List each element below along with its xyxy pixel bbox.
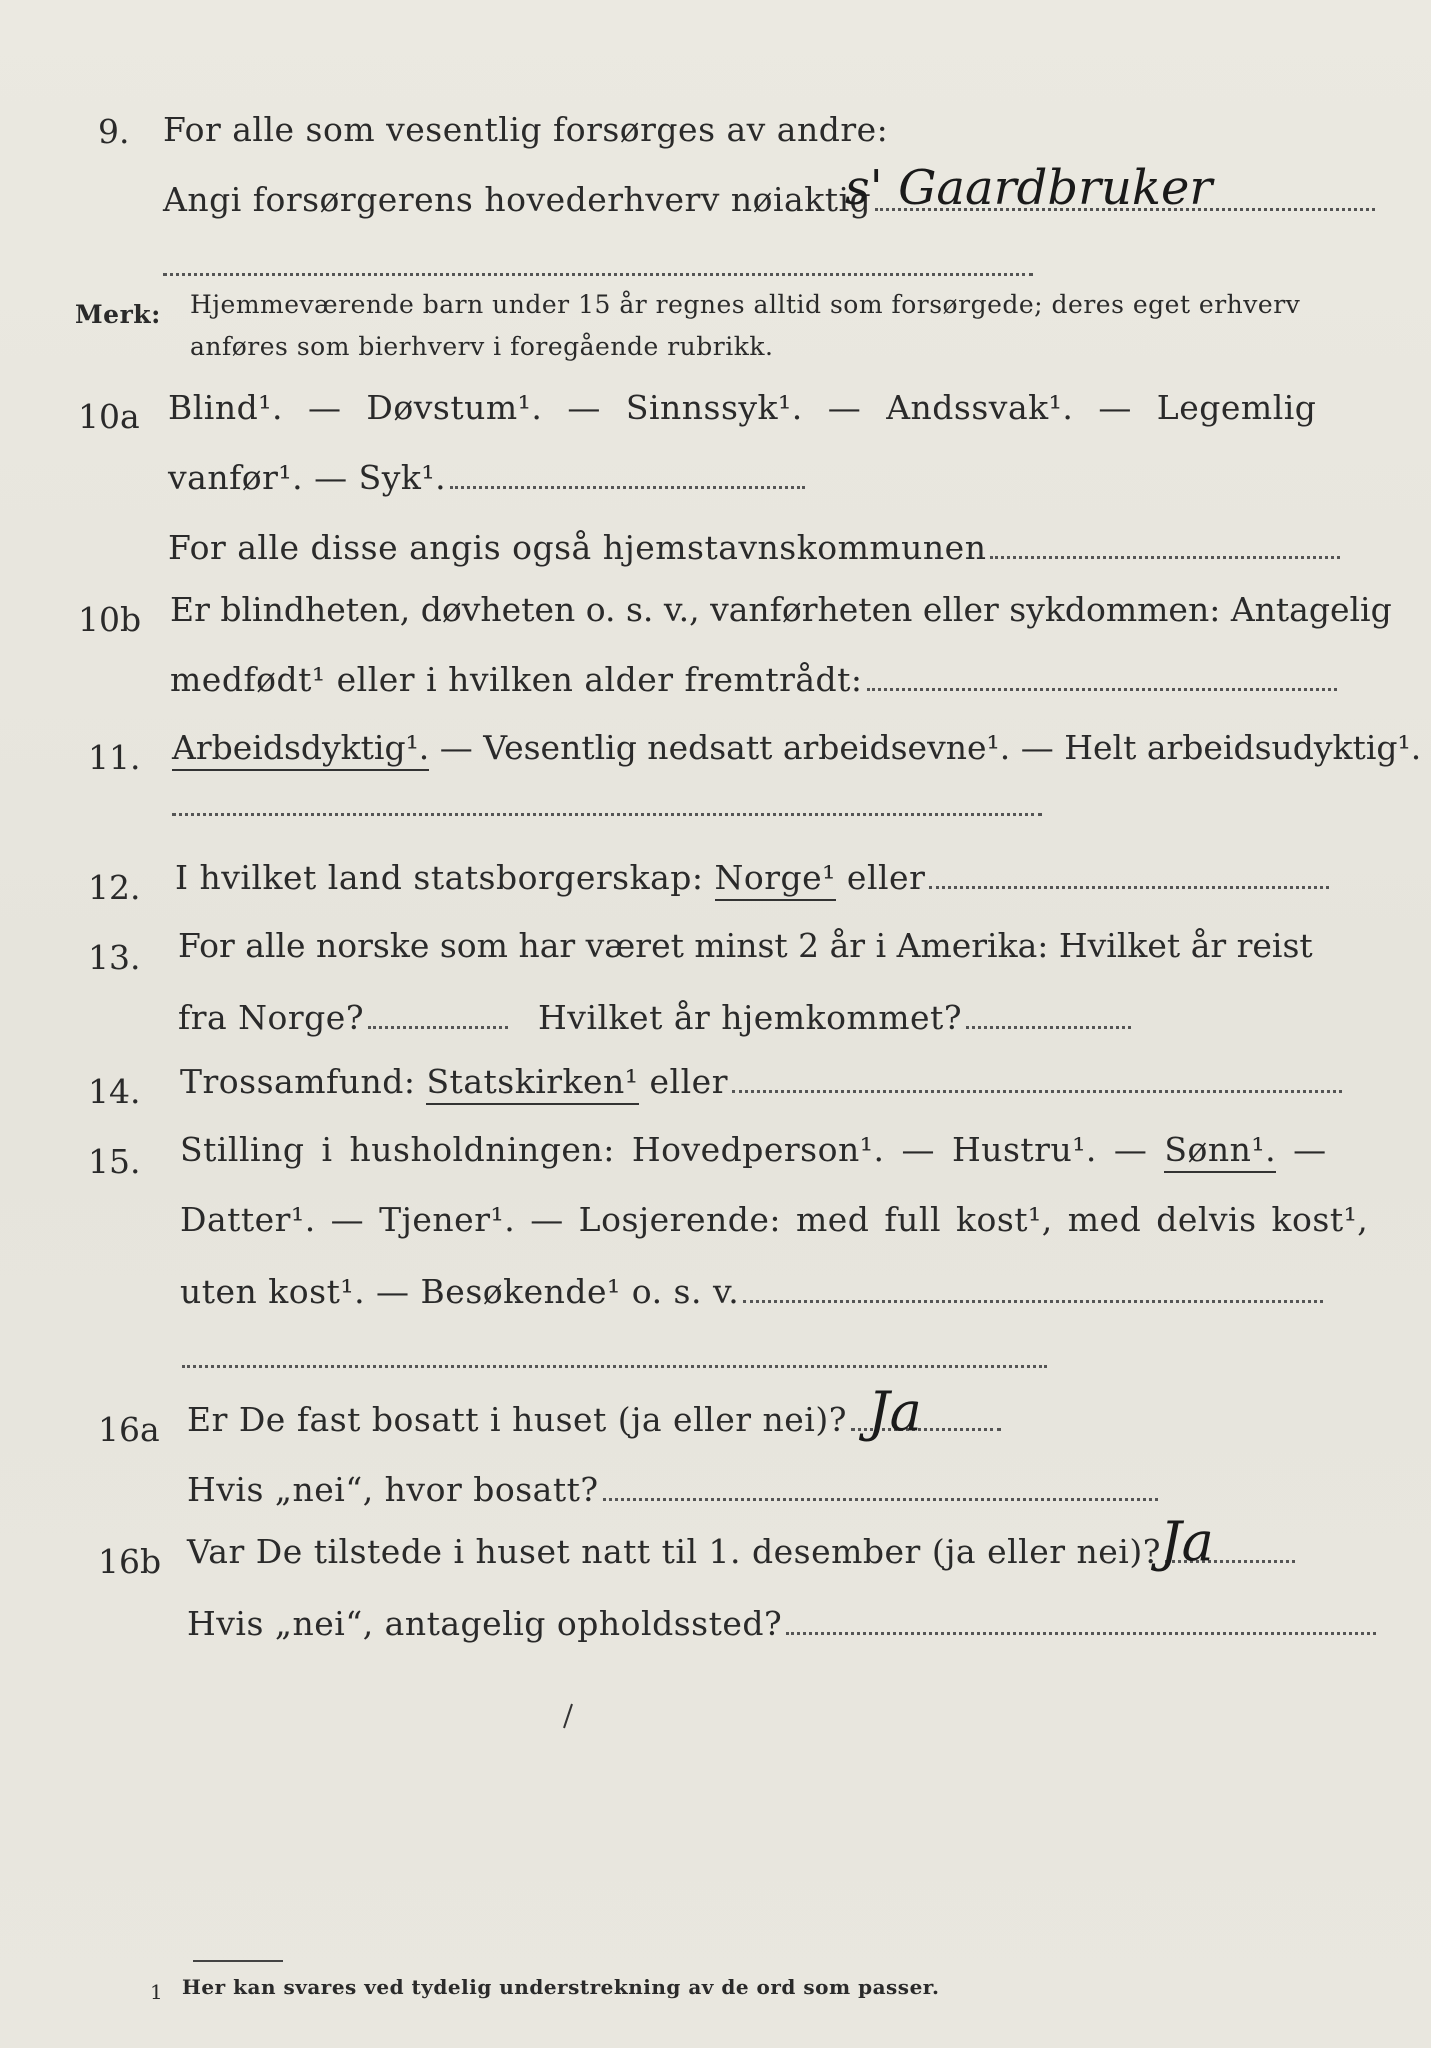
footnote-rule: [193, 1960, 283, 1962]
q15-extra-line: [182, 1364, 1047, 1368]
q16a-number: 16a: [98, 1410, 160, 1449]
q14-line: Trossamfund: Statskirken¹ eller: [180, 1062, 1342, 1101]
q15-line1: Stilling i husholdningen: Hovedperson¹. — Hustru¹. — Sønn¹. —: [180, 1130, 1327, 1169]
q10a-line2: vanfør¹. — Syk¹.: [168, 458, 805, 497]
q14-number: 14.: [88, 1072, 141, 1111]
q16a-line2: Hvis „nei“, hvor bosatt?: [187, 1470, 1158, 1509]
q16b-handwritten-answer: Ja: [1160, 1510, 1214, 1573]
stray-pen-mark: [560, 1700, 576, 1732]
q12-underlined-answer: Norge¹: [715, 858, 836, 901]
q11-number: 11.: [88, 738, 141, 777]
q15-line2: Datter¹. — Tjener¹. — Losjerende: med full kost¹, med delvis kost¹,: [180, 1200, 1369, 1239]
q16a-line1: Er De fast bosatt i huset (ja eller nei)?: [187, 1400, 1001, 1439]
q15-line3: uten kost¹. — Besøkende¹ o. s. v.: [180, 1272, 1323, 1311]
q9-line1: For alle som vesentlig forsørges av andre:: [163, 110, 889, 149]
q9-extra-line: [163, 272, 1033, 276]
merk-line1: Hjemmeværende barn under 15 år regnes alltid som forsørgede; deres eget erhverv: [190, 290, 1301, 319]
q10b-number: 10b: [78, 600, 142, 639]
q11-extra-line: [172, 812, 1042, 816]
q15-number: 15.: [88, 1142, 141, 1181]
merk-label: Merk:: [75, 300, 161, 329]
q9-number: 9.: [98, 112, 130, 151]
q12-line: I hvilket land statsborgerskap: Norge¹ eller: [175, 858, 1329, 897]
q16a-handwritten-answer: Ja: [868, 1380, 922, 1443]
q13-line2: fra Norge? Hvilket år hjemkommet?: [178, 998, 1131, 1037]
q10a-number: 10a: [78, 397, 140, 436]
q10a-line1: Blind¹. — Døvstum¹. — Sinnssyk¹. — Andssvak¹. — Legemlig: [168, 388, 1317, 427]
q16b-line1: Var De tilstede i huset natt til 1. desember (ja eller nei)?: [187, 1532, 1295, 1571]
q14-underlined-answer: Statskirken¹: [426, 1062, 638, 1105]
merk-line2: anføres som bierhverv i foregående rubrikk.: [190, 332, 774, 361]
q13-line1: For alle norske som har været minst 2 år i Amerika: Hvilket år reist: [178, 926, 1313, 965]
q10b-line1: Er blindheten, døvheten o. s. v., vanførheten eller sykdommen: Antagelig: [170, 590, 1392, 629]
q12-number: 12.: [88, 868, 141, 907]
footnote-text: Her kan svares ved tydelig understrekning av de ord som passer.: [182, 1975, 940, 1999]
q9-line2: Angi forsørgerens hovederhverv nøiaktig: [163, 180, 1375, 219]
q15-underlined-answer: Sønn¹.: [1164, 1130, 1276, 1173]
q11-underlined-answer: Arbeidsdyktig¹.: [172, 728, 429, 771]
q9-handwritten-answer: s' Gaardbruker: [845, 160, 1213, 216]
q10b-line2: medfødt¹ eller i hvilken alder fremtrådt:: [170, 660, 1337, 699]
q13-number: 13.: [88, 938, 141, 977]
q10a-line3: For alle disse angis også hjemstavnskommunen: [168, 528, 1340, 567]
q11-line: Arbeidsdyktig¹. — Vesentlig nedsatt arbeidsevne¹. — Helt arbeidsudyktig¹.: [172, 728, 1421, 767]
q16b-number: 16b: [98, 1542, 162, 1581]
footnote-marker: 1: [150, 1980, 164, 2004]
q16b-line2: Hvis „nei“, antagelig opholdssted?: [187, 1604, 1376, 1643]
